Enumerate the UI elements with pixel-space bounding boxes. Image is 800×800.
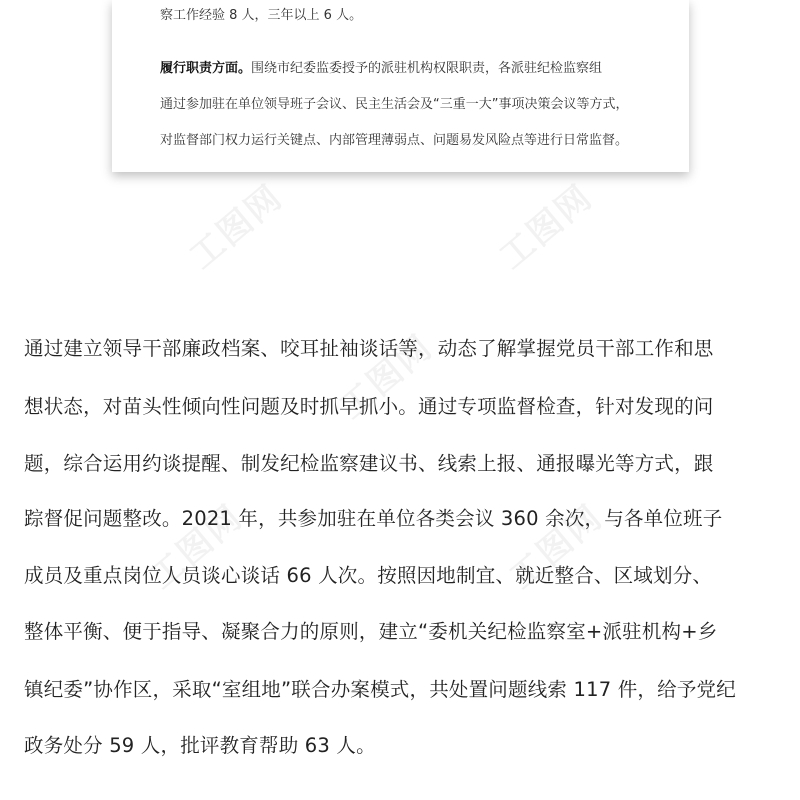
body-line-2: 想状态，对苗头性倾向性问题及时抓早抓小。通过专项监督检查，针对发现的问: [24, 395, 714, 418]
watermark: 工图网: [502, 497, 611, 598]
watermark: 工图网: [142, 497, 251, 598]
body-line-6: 整体平衡、便于指导、凝聚合力的原则，建立“委机关纪检监察室+派驻机构+乡: [24, 620, 718, 643]
body-line-4: 踪督促问题整改。2021 年，共参加驻在单位各类会议 360 余次，与各单位班子: [24, 507, 723, 530]
card-line-4: 对监督部门权力运行关键点、内部管理薄弱点、问题易发风险点等进行日常监督。: [160, 133, 629, 148]
watermark: 工图网: [492, 177, 601, 278]
excerpt-card: [112, 0, 689, 172]
body-line-3: 题，综合运用约谈提醒、制发纪检监察建议书、线索上报、通报曝光等方式，跟: [24, 452, 714, 475]
card-line-1: 察工作经验 8 人，三年以上 6 人。: [160, 8, 363, 23]
watermark: 工图网: [182, 177, 291, 278]
body-line-8: 政务处分 59 人，批评教育帮助 63 人。: [24, 734, 376, 757]
card-line-2-heading: 履行职责方面。: [160, 61, 252, 76]
card-line-2: [160, 61, 602, 77]
watermark: 工图网: [332, 327, 441, 428]
card-line-3: 通过参加驻在单位领导班子会议、民主生活会及“三重一大”事项决策会议等方式，: [160, 97, 629, 112]
body-line-5: 成员及重点岗位人员谈心谈话 66 人次。按照因地制宜、就近整合、区域划分、: [24, 564, 713, 587]
card-line-2-text: 围绕市纪委监委授予的派驻机构权限职责，各派驻纪检监察组: [251, 61, 603, 76]
body-line-7: 镇纪委”协作区，采取“室组地”联合办案模式，共处置问题线索 117 件，给予党纪: [24, 678, 736, 701]
body-line-1: 通过建立领导干部廉政档案、咬耳扯袖谈话等，动态了解掌握党员干部工作和思: [24, 337, 714, 360]
